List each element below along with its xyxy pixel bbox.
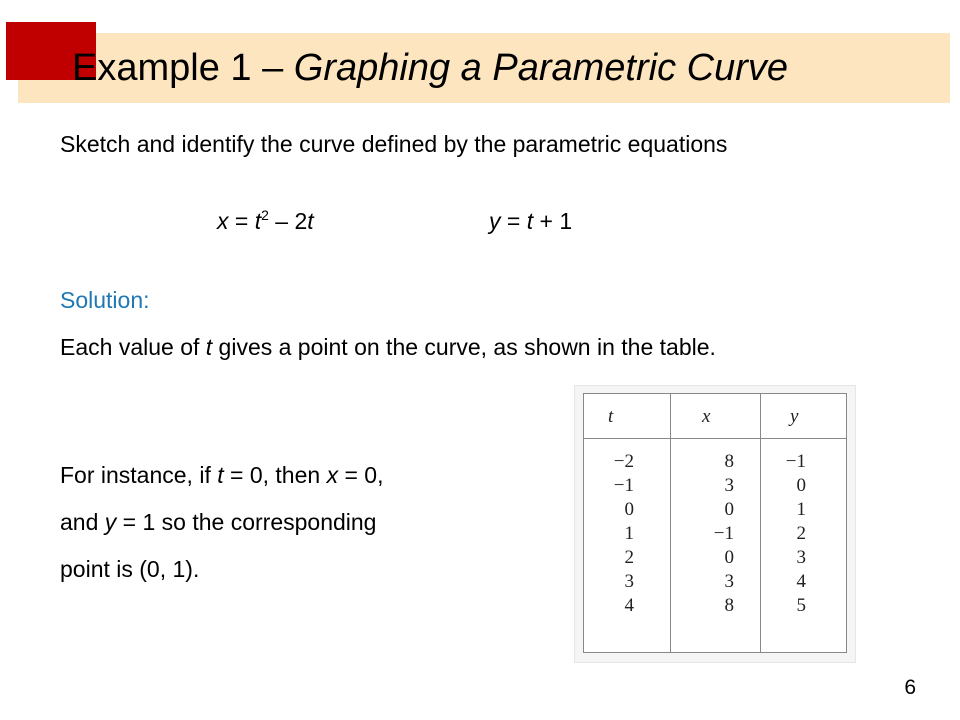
table-header-t: t: [608, 406, 614, 427]
value-table: [583, 393, 847, 653]
title-subtitle: Graphing a Parametric Curve: [293, 47, 789, 89]
example-line-3: point is (0, 1).: [60, 556, 200, 582]
table-cell-x: 8: [724, 451, 734, 472]
line1-var-x: x: [326, 462, 339, 488]
table-column-divider: [670, 394, 671, 652]
line1-text-c: = 0,: [338, 462, 384, 488]
line1-text-b: = 0, then: [223, 462, 327, 488]
table-column-divider: [760, 394, 761, 652]
line2-text-a: and: [60, 509, 105, 535]
eq-x-rest: – 2: [268, 208, 308, 234]
value-table-figure: [574, 385, 856, 663]
table-cell-y: 3: [796, 547, 806, 568]
eq-x-exponent: 2: [261, 207, 269, 223]
table-cell-t: 4: [624, 595, 634, 616]
table-cell-y: 0: [796, 475, 806, 496]
eq-x-lhs: x: [217, 208, 229, 234]
problem-statement: Sketch and identify the curve defined by the parametric equations: [60, 131, 728, 157]
table-column-y: [774, 450, 806, 618]
table-cell-t: −2: [613, 451, 634, 472]
table-cell-x: 8: [724, 595, 734, 616]
eq-y-rest: + 1: [533, 208, 573, 234]
table-cell-x: 0: [724, 499, 734, 520]
table-cell-x: 0: [724, 547, 734, 568]
line1-text-a: For instance, if: [60, 462, 218, 488]
eq-x-equals: =: [228, 208, 255, 234]
eq-x-base: t: [254, 208, 262, 234]
table-cell-x: 3: [724, 571, 734, 592]
table-column-x: [690, 450, 734, 618]
table-cell-t: 0: [624, 499, 634, 520]
solution-intro: [60, 333, 880, 362]
table-cell-y: 1: [796, 499, 806, 520]
table-cell-t: 1: [624, 523, 634, 544]
intro-text-b: gives a point on the curve, as shown in the table.: [212, 334, 716, 360]
equation-y: [489, 206, 572, 236]
table-cell-y: 4: [796, 571, 806, 592]
eq-y-lhs: y: [489, 208, 501, 234]
table-cell-x: −1: [713, 523, 734, 544]
table-header-rule: [584, 438, 846, 439]
table-cell-t: 3: [624, 571, 634, 592]
table-cell-t: −1: [613, 475, 634, 496]
table-header-y: y: [790, 406, 799, 427]
eq-y-var: t: [526, 208, 534, 234]
table-cell-y: 2: [796, 523, 806, 544]
table-cell-t: 2: [624, 547, 634, 568]
slide-title: [72, 42, 788, 94]
solution-label: Solution:: [60, 287, 150, 313]
table-header-x: x: [702, 406, 711, 427]
line1-var-t: t: [217, 462, 224, 488]
eq-x-var: t: [307, 208, 314, 234]
example-line-1: [60, 462, 383, 489]
intro-var-t: t: [205, 334, 213, 360]
eq-y-equals: =: [500, 208, 527, 234]
table-cell-x: 3: [724, 475, 734, 496]
line2-var-y: y: [104, 509, 117, 535]
table-column-t: [606, 450, 634, 618]
title-main: Example 1 –: [72, 47, 294, 89]
table-cell-y: 5: [796, 595, 806, 616]
table-cell-y: −1: [785, 451, 806, 472]
intro-text-a: Each value of: [60, 334, 206, 360]
page-number: 6: [904, 676, 916, 699]
line2-text-b: = 1 so the corresponding: [116, 509, 377, 535]
equation-x: [217, 206, 314, 236]
example-line-2: [60, 509, 376, 536]
